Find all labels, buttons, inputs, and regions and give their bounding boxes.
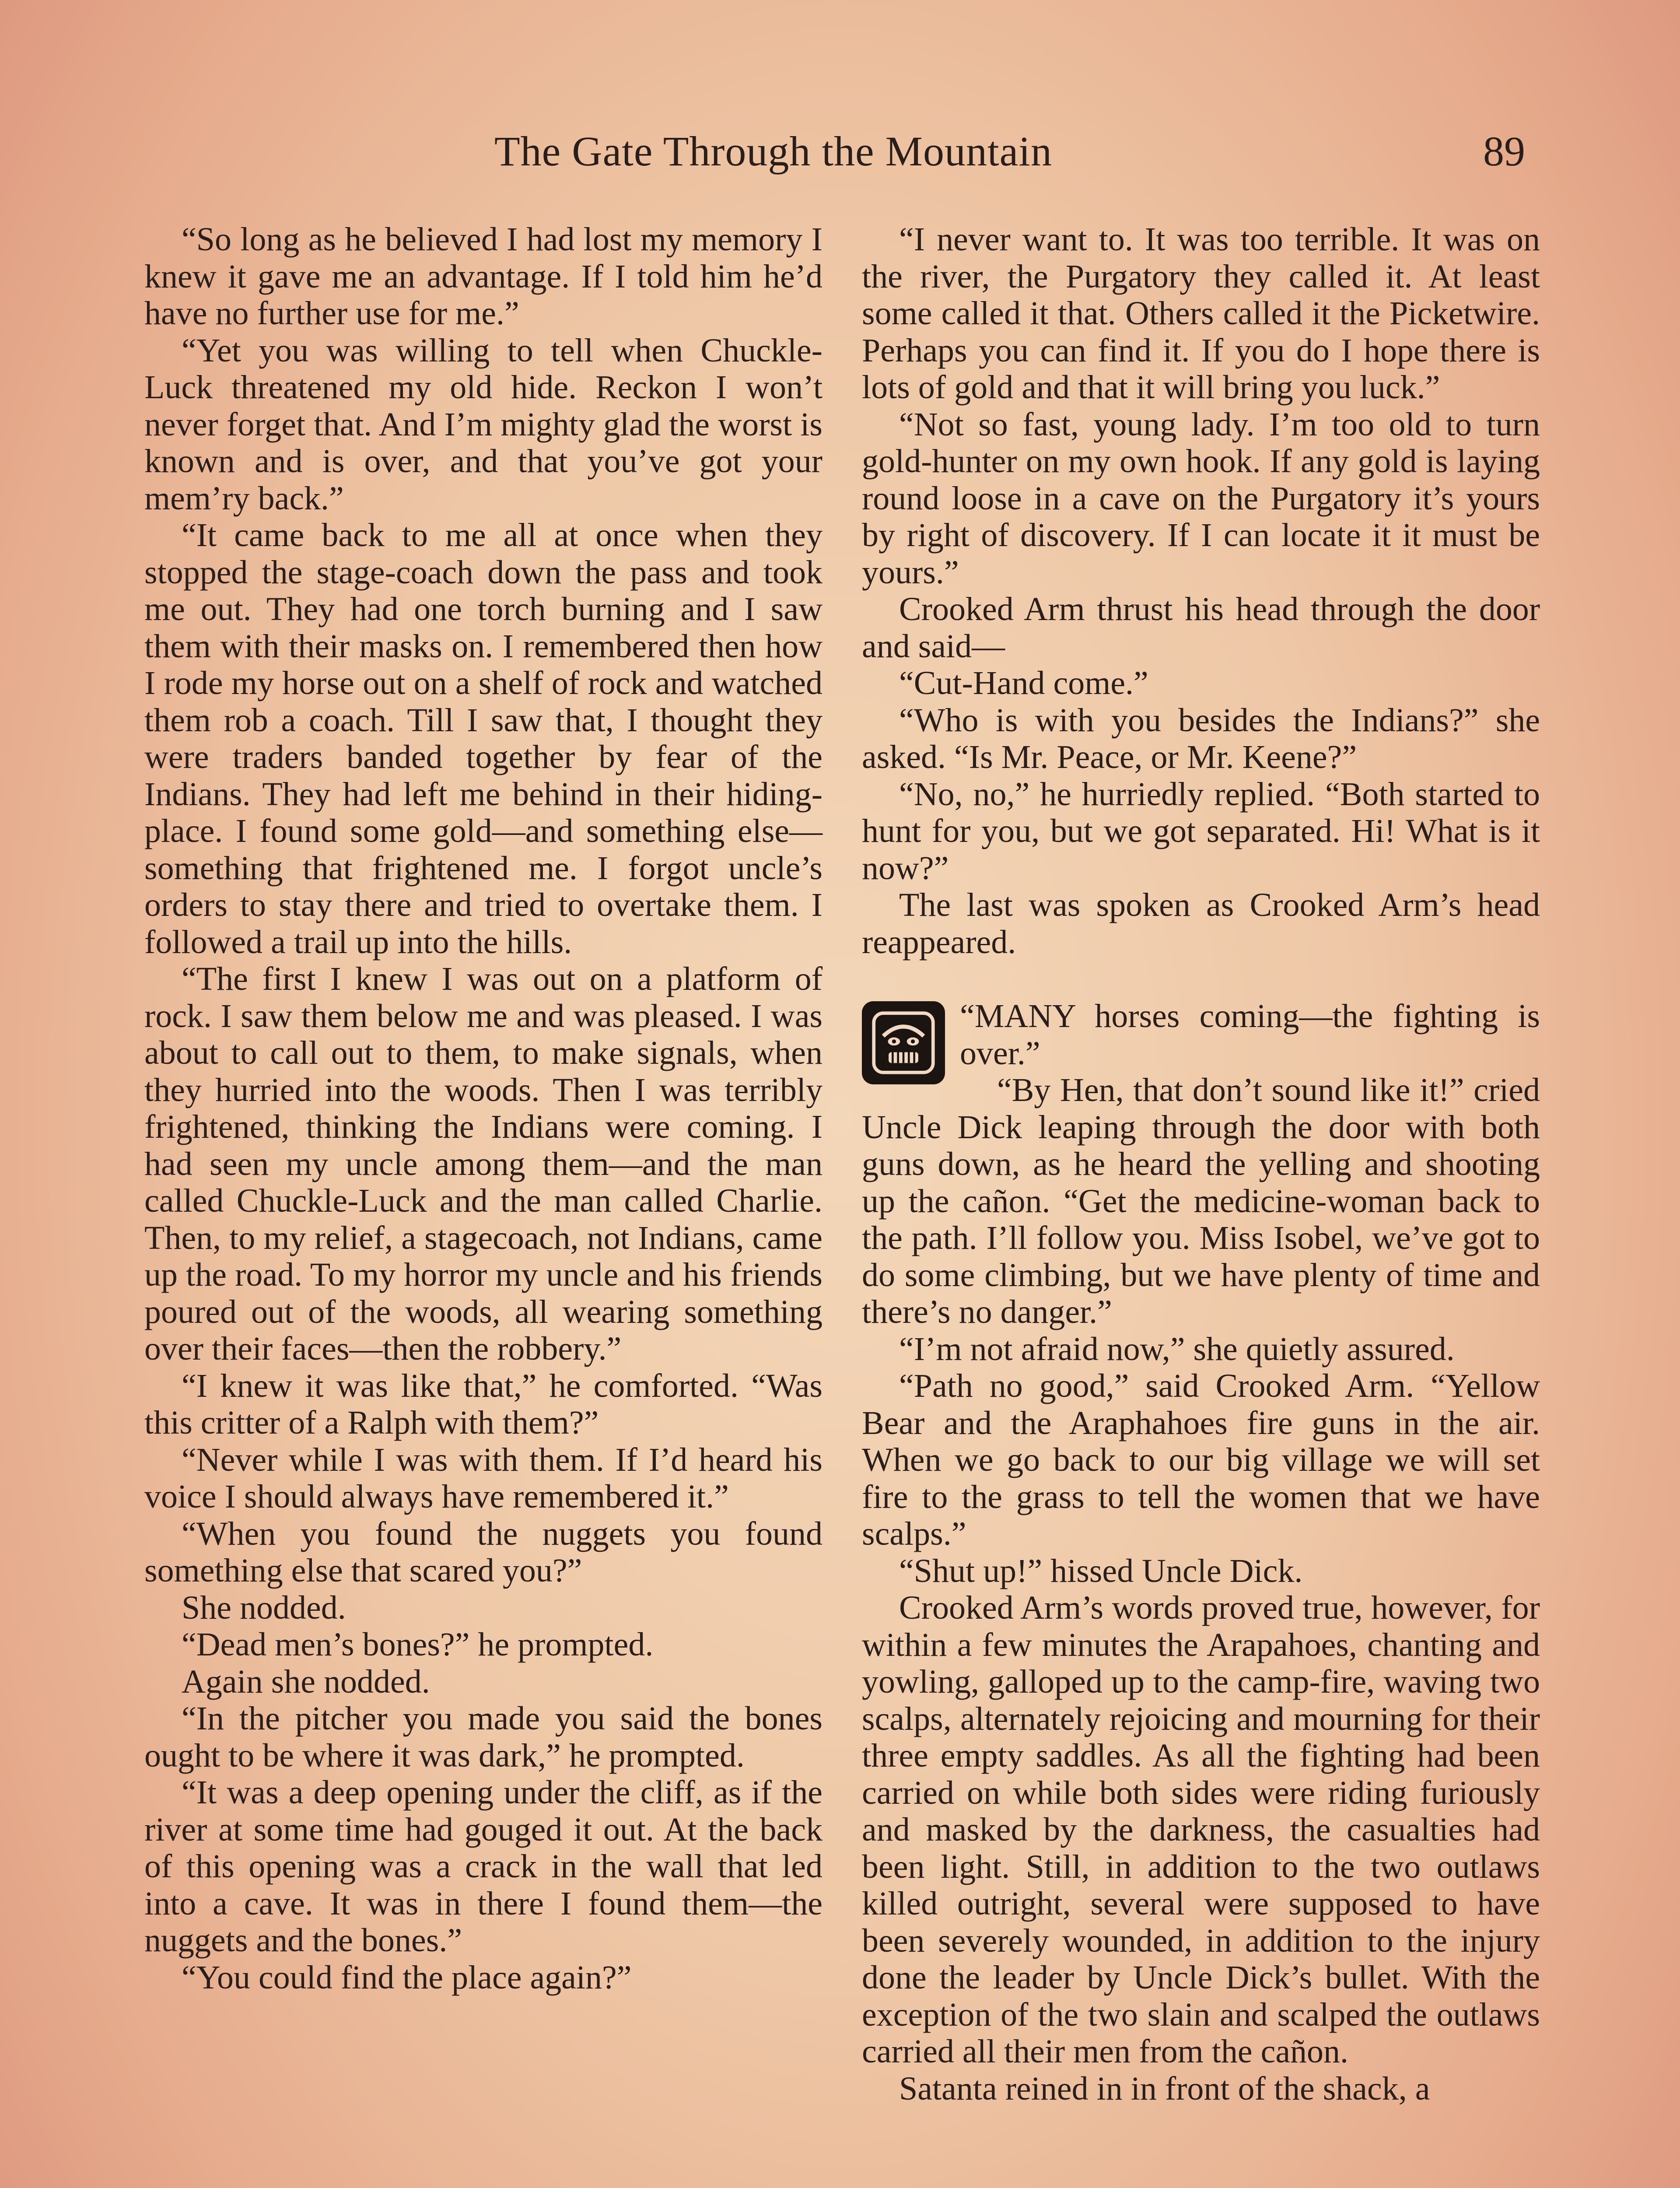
left-column	[144, 221, 822, 1996]
section-break-block	[862, 998, 1540, 1331]
paragraph: “Never while I was with them. If I’d heard his voice I should always have remembered it.”	[144, 1441, 822, 1515]
paragraph: “I knew it was like that,” he comforted. “Was this critter of a Ralph with them?”	[144, 1367, 822, 1441]
paragraph: “Yet you was willing to tell when Chuckle-Luck threatened my old hide. Reckon I won’t never forget that. And I’m mighty glad the worst is known and is over, and that you’ve got your mem’ry back.”	[144, 332, 822, 517]
running-title: The Gate Through the Mountain	[494, 128, 1052, 175]
paragraph: Satanta reined in in front of the shack, a	[899, 2070, 1430, 2107]
paragraph: “When you found the nuggets you found something else that scared you?”	[144, 1515, 822, 1589]
paragraph: “So long as he believed I had lost my memory I knew it gave me an advantage. If I told him he’d have no further use for me.”	[144, 221, 822, 332]
paragraph: “It came back to me all at once when they stopped the stage-coach down the pass and took me out. They had one torch burning and I saw them with their masks on. I remembered then how I rode my horse out on a shelf of rock and watched them rob a coach. Till I saw that, I thought they were traders banded together by fear of the Indians. They had left me behind in their hiding-place. I found some gold—and something else—something that frightened me. I forgot uncle’s orders to stay there and tried to overtake them. I followed a trail up into the hills.	[144, 517, 822, 961]
paragraph: “MANY horses coming—the fighting is over.”	[960, 998, 1540, 1072]
paragraph: “Dead men’s bones?” he prompted.	[182, 1626, 654, 1663]
paragraph: “Path no good,” said Crooked Arm. “Yellow Bear and the Araphahoes fire guns in the air. When we go back to our big village we will set fire to the grass to tell the women that we have scalps.”	[862, 1368, 1540, 1552]
paragraph: “No, no,” he hurriedly replied. “Both started to hunt for you, but we got separated. Hi! What is it now?”	[862, 775, 1540, 887]
paragraph: Crooked Arm thrust his head through the door and said—	[862, 591, 1540, 665]
paragraph: “Cut-Hand come.”	[899, 665, 1148, 701]
paragraph: “Not so fast, young lady. I’m too old to turn gold-hunter on my own hook. If any gold is laying round loose in a cave on the Purgatory it’s yours by right of discovery. If I can locate it it must be yours.”	[862, 406, 1540, 591]
carved-mask-icon	[862, 1001, 945, 1084]
right-column	[862, 221, 1540, 2107]
page-number: 89	[1483, 128, 1525, 175]
paragraph: “In the pitcher you made you said the bones ought to be where it was dark,” he prompted.	[144, 1700, 822, 1774]
paragraph: “I never want to. It was too terrible. It was on the river, the Purgatory they called it. At least some called it that. Others called it the Picketwire. Perhaps you can find it. If you do I hope there is lots of gold and that it will bring you luck.”	[862, 221, 1540, 406]
paragraph: The last was spoken as Crooked Arm’s head reappeared.	[862, 887, 1540, 961]
paragraph: Crooked Arm’s words proved true, however, for within a few minutes the Arapahoes, chanting and yowling, galloped up to the camp-fire, waving two scalps, alternately rejoicing and mourning for their three empty saddles. As all the fighting had been carried on while both sides were riding furiously and masked by the darkness, the casualties had been light. Still, in addition to the two outlaws killed outright, several were supposed to have been severely wounded, in addition to the injury done the leader by Uncle Dick’s bullet. With the exception of the two slain and scalped the outlaws carried all their men from the cañon.	[862, 1589, 1540, 2070]
paragraph: “Shut up!” hissed Uncle Dick.	[899, 1552, 1303, 1589]
mask-ornament-graphic	[870, 1009, 937, 1076]
paragraph: “By Hen, that don’t sound like it!” cried Uncle Dick leaping through the door with both guns down, as he heard the yelling and shooting up the cañon. “Get the medicine-woman back to the path. I’ll follow you. Miss Isobel, we’ve got to do some climbing, but we have plenty of time and there’s no danger.”	[862, 1072, 1540, 1330]
paragraph: “You could find the place again?”	[182, 1959, 632, 1996]
paragraph: Again she nodded.	[182, 1663, 430, 1700]
paragraph: “The first I knew I was out on a platform of rock. I saw them below me and was pleased. I was about to call out to them, to make signals, when they hurried into the woods. Then I was terribly frightened, thinking the Indians were coming. I had seen my uncle among them—and the man called Chuckle-Luck and the man called Charlie. Then, to my relief, a stagecoach, not Indians, came up the road. To my horror my uncle and his friends poured out of the woods, all wearing something over their faces—then the robbery.”	[144, 961, 822, 1367]
paragraph: She nodded.	[182, 1589, 346, 1626]
paragraph: “Who is with you besides the Indians?” she asked. “Is Mr. Peace, or Mr. Keene?”	[862, 701, 1540, 775]
paragraph: “I’m not afraid now,” she quietly assured.	[899, 1330, 1455, 1368]
paragraph: “It was a deep opening under the cliff, as if the river at some time had gouged it out. At the back of this opening was a crack in the wall that led into a cave. It was in there I found them—the nuggets and the bones.”	[144, 1774, 822, 1959]
